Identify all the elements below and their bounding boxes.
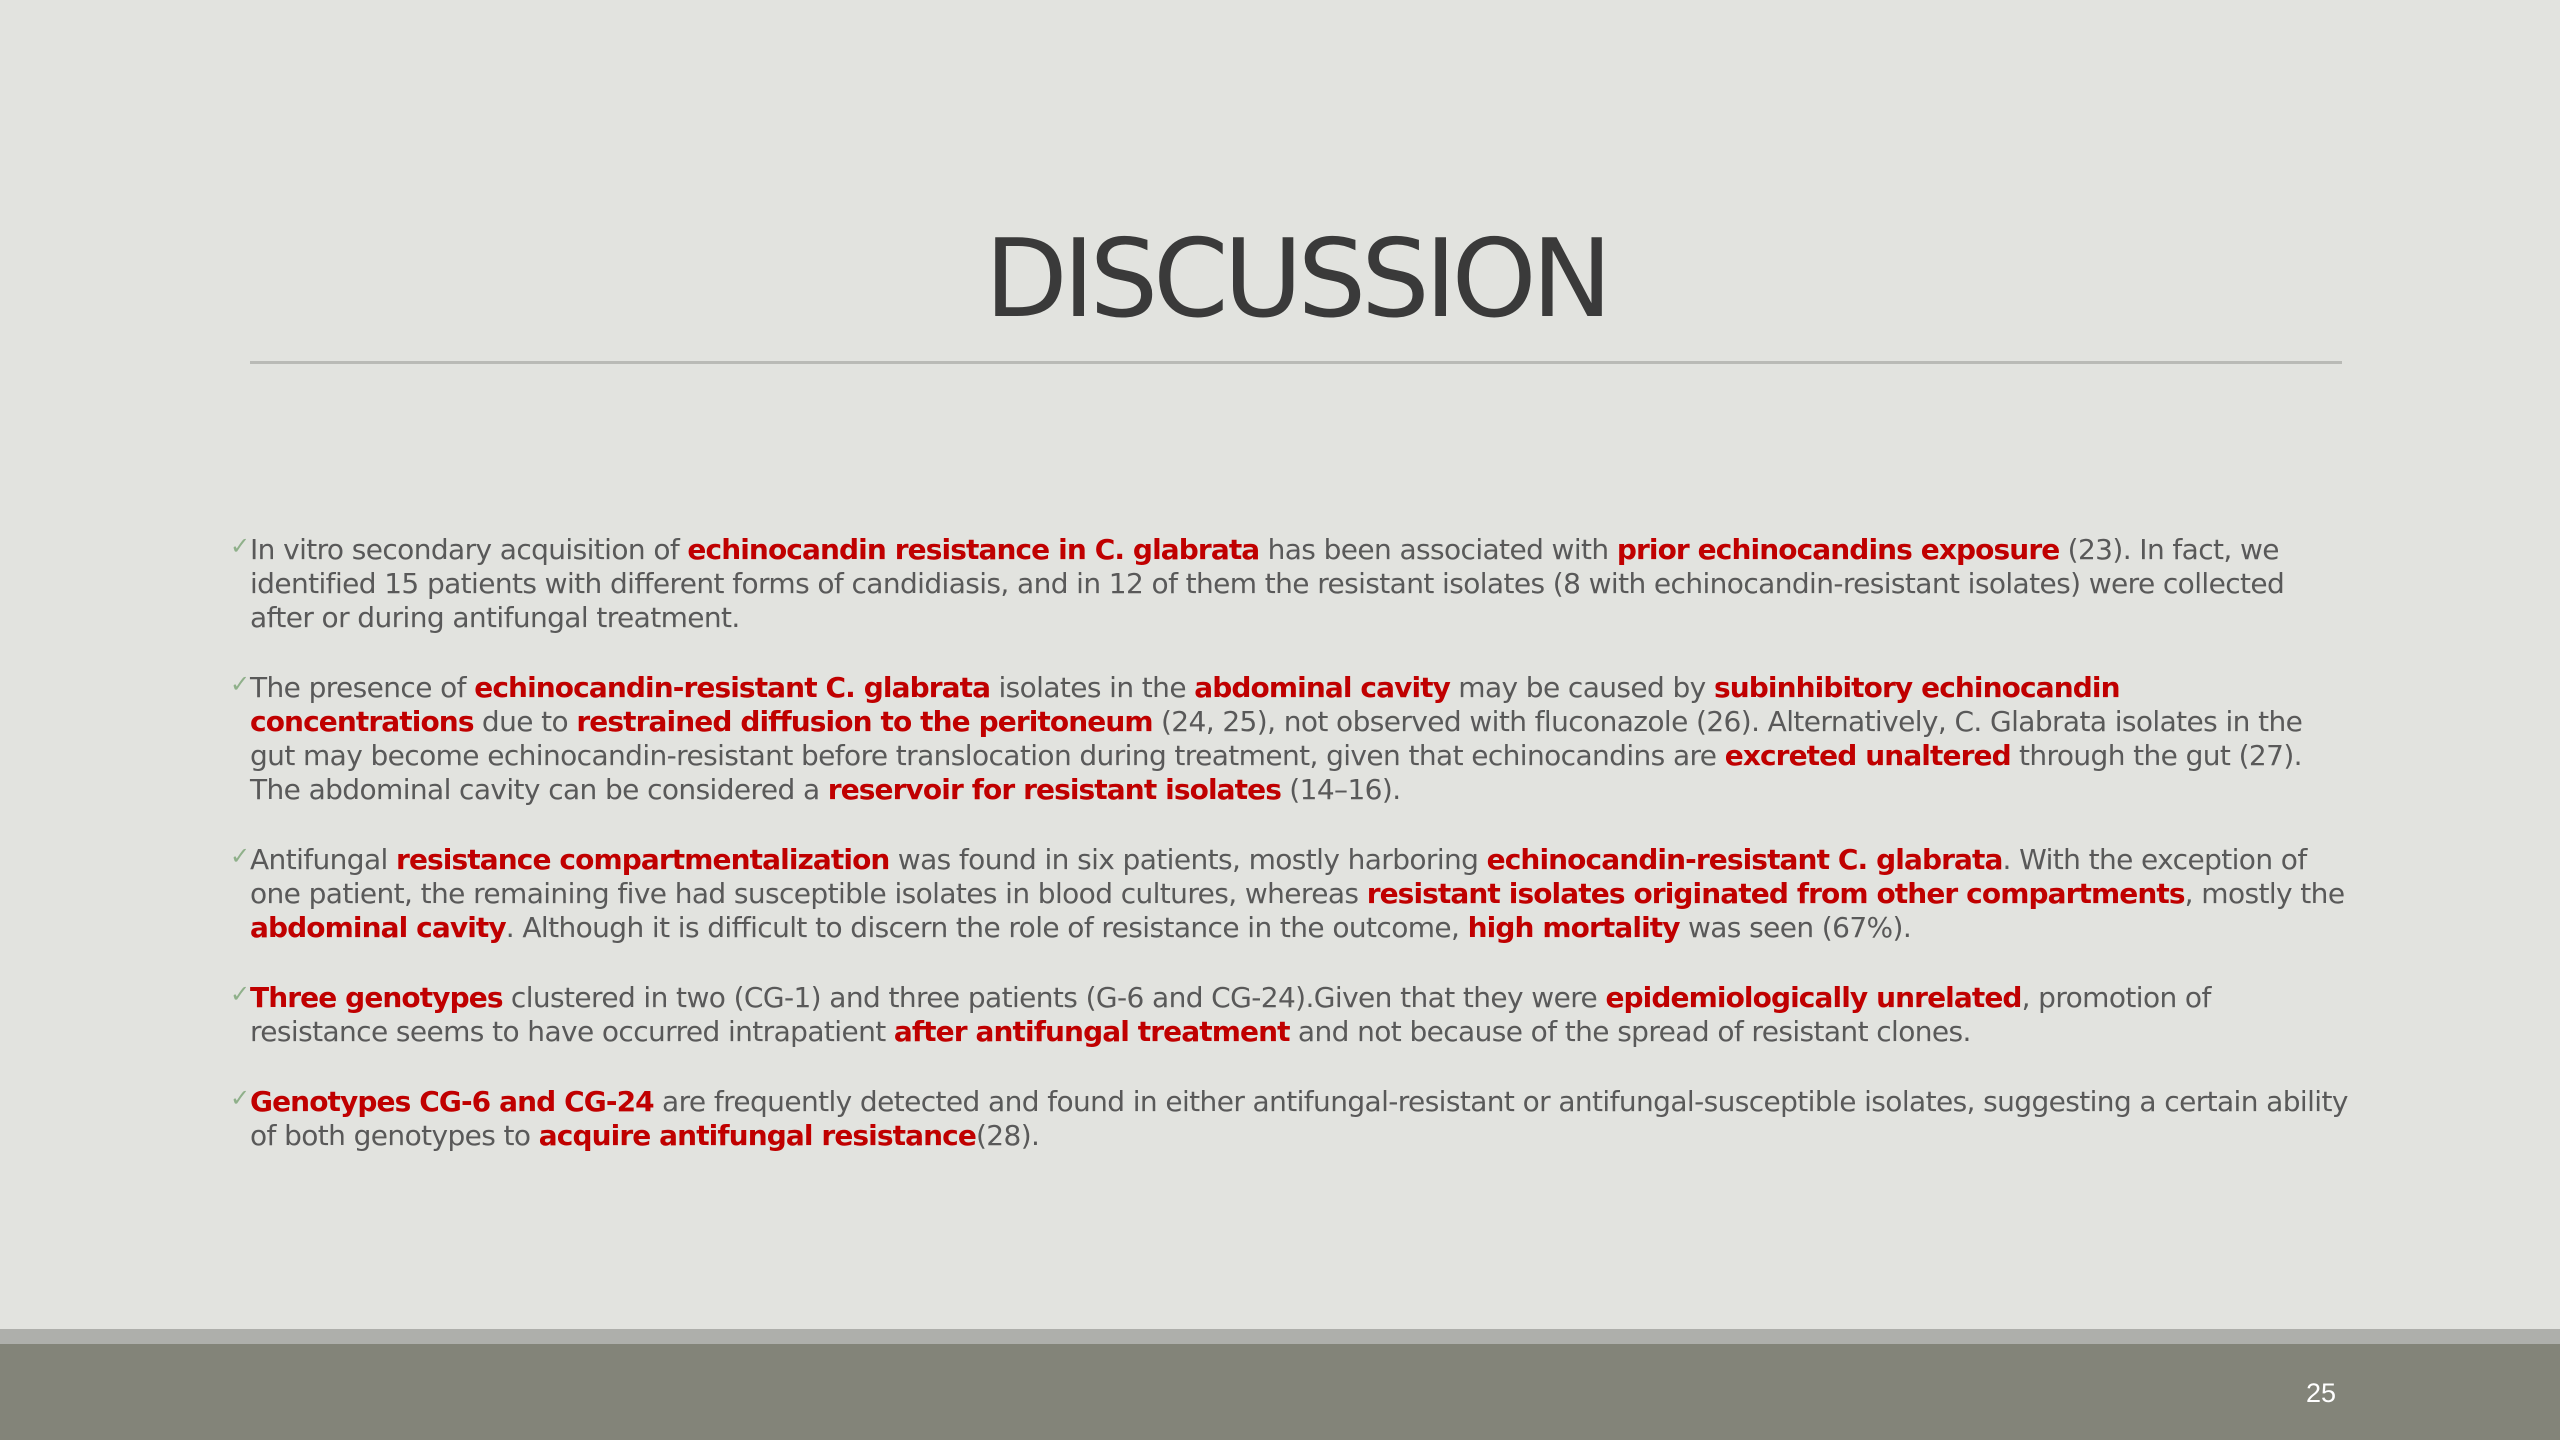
bullet-text: due to — [473, 705, 577, 738]
footer-bar — [0, 1344, 2560, 1440]
footer-stripe — [0, 1329, 2560, 1344]
highlighted-phrase: excreted unaltered — [1724, 739, 2011, 772]
highlighted-phrase: resistance compartmentalization — [396, 843, 890, 876]
bullet-text: (28). — [975, 1119, 1040, 1152]
bullet-text: (14–16). — [1281, 773, 1401, 806]
bullet-text: . With the exception of one patient, the remaining five had susceptible isolates in blood cultures, whereas — [250, 843, 2307, 910]
highlighted-phrase: acquire antifungal resistance — [538, 1119, 976, 1152]
highlighted-phrase: reservoir for resistant isolates — [827, 773, 1281, 806]
bullet-item — [230, 981, 2350, 1049]
bullet-item — [230, 533, 2350, 635]
highlighted-phrase: Genotypes CG-6 and CG-24 — [250, 1085, 654, 1118]
checkmark-icon: ✓ — [230, 842, 250, 870]
bullet-text: isolates in the — [990, 671, 1195, 704]
highlighted-phrase: high mortality — [1467, 911, 1680, 944]
bullet-text: through the gut (27). The abdominal cavity can be considered a — [250, 739, 2302, 806]
bullet-text: (23). In fact, we identified 15 patients with different forms of candidiasis, and in 12 of them the resistant isolates (8 with echinocandin-resistant isolates) were collected after or during antifungal treatment. — [250, 533, 2285, 634]
highlighted-phrase: echinocandin-resistant C. glabrata — [474, 671, 991, 704]
highlighted-phrase: resistant isolates originated from other compartments — [1366, 877, 2185, 910]
highlighted-phrase: Three genotypes — [250, 981, 503, 1014]
highlighted-phrase: subinhibitory echinocandin concentrations — [250, 671, 2120, 738]
checkmark-icon: ✓ — [230, 532, 250, 560]
highlighted-phrase: after antifungal treatment — [893, 1015, 1290, 1048]
page-number: 25 — [2305, 1378, 2336, 1408]
bullet-text: are frequently detected and found in either antifungal-resistant or antifungal-susceptible isolates, suggesting a certain ability of both genotypes to — [250, 1085, 2348, 1152]
bullet-list — [230, 533, 2350, 1189]
bullet-text: In vitro secondary acquisition of — [250, 533, 688, 566]
bullet-item — [230, 671, 2350, 807]
bullet-text: , promotion of resistance seems to have occurred intrapatient — [250, 981, 2211, 1048]
highlighted-phrase: prior echinocandins exposure — [1616, 533, 2060, 566]
bullet-item — [230, 1085, 2350, 1153]
highlighted-phrase: echinocandin resistance in C. glabrata — [687, 533, 1260, 566]
highlighted-phrase: abdominal cavity — [250, 911, 506, 944]
bullet-text: . Although it is difficult to discern the role of resistance in the outcome, — [505, 911, 1468, 944]
bullet-text: may be caused by — [1450, 671, 1714, 704]
highlighted-phrase: abdominal cavity — [1194, 671, 1450, 704]
checkmark-icon: ✓ — [230, 670, 250, 698]
bullet-text: has been associated with — [1259, 533, 1617, 566]
bullet-text: was found in six patients, mostly harboring — [889, 843, 1487, 876]
highlighted-phrase: restrained diffusion to the peritoneum — [576, 705, 1153, 738]
bullet-text: (24, 25), not observed with fluconazole (26). Alternatively, C. Glabrata isolates in the gut may become echinocandin-resistant before translocation during treatment, given that echinocandins are — [250, 705, 2303, 772]
checkmark-icon: ✓ — [230, 980, 250, 1008]
bullet-text: Antifungal — [250, 843, 397, 876]
bullet-text: The presence of — [250, 671, 475, 704]
title-divider — [250, 361, 2342, 364]
bullet-item — [230, 843, 2350, 945]
bullet-text: , mostly the — [2184, 877, 2345, 910]
highlighted-phrase: echinocandin-resistant C. glabrata — [1486, 843, 2003, 876]
highlighted-phrase: epidemiologically unrelated — [1605, 981, 2022, 1014]
bullet-text: clustered in two (CG-1) and three patients (G-6 and CG-24).Given that they were — [502, 981, 1606, 1014]
bullet-text: was seen (67%). — [1679, 911, 1912, 944]
checkmark-icon: ✓ — [230, 1084, 250, 1112]
bullet-text: and not because of the spread of resistant clones. — [1289, 1015, 1971, 1048]
slide-title: DISCUSSION — [984, 217, 1608, 342]
